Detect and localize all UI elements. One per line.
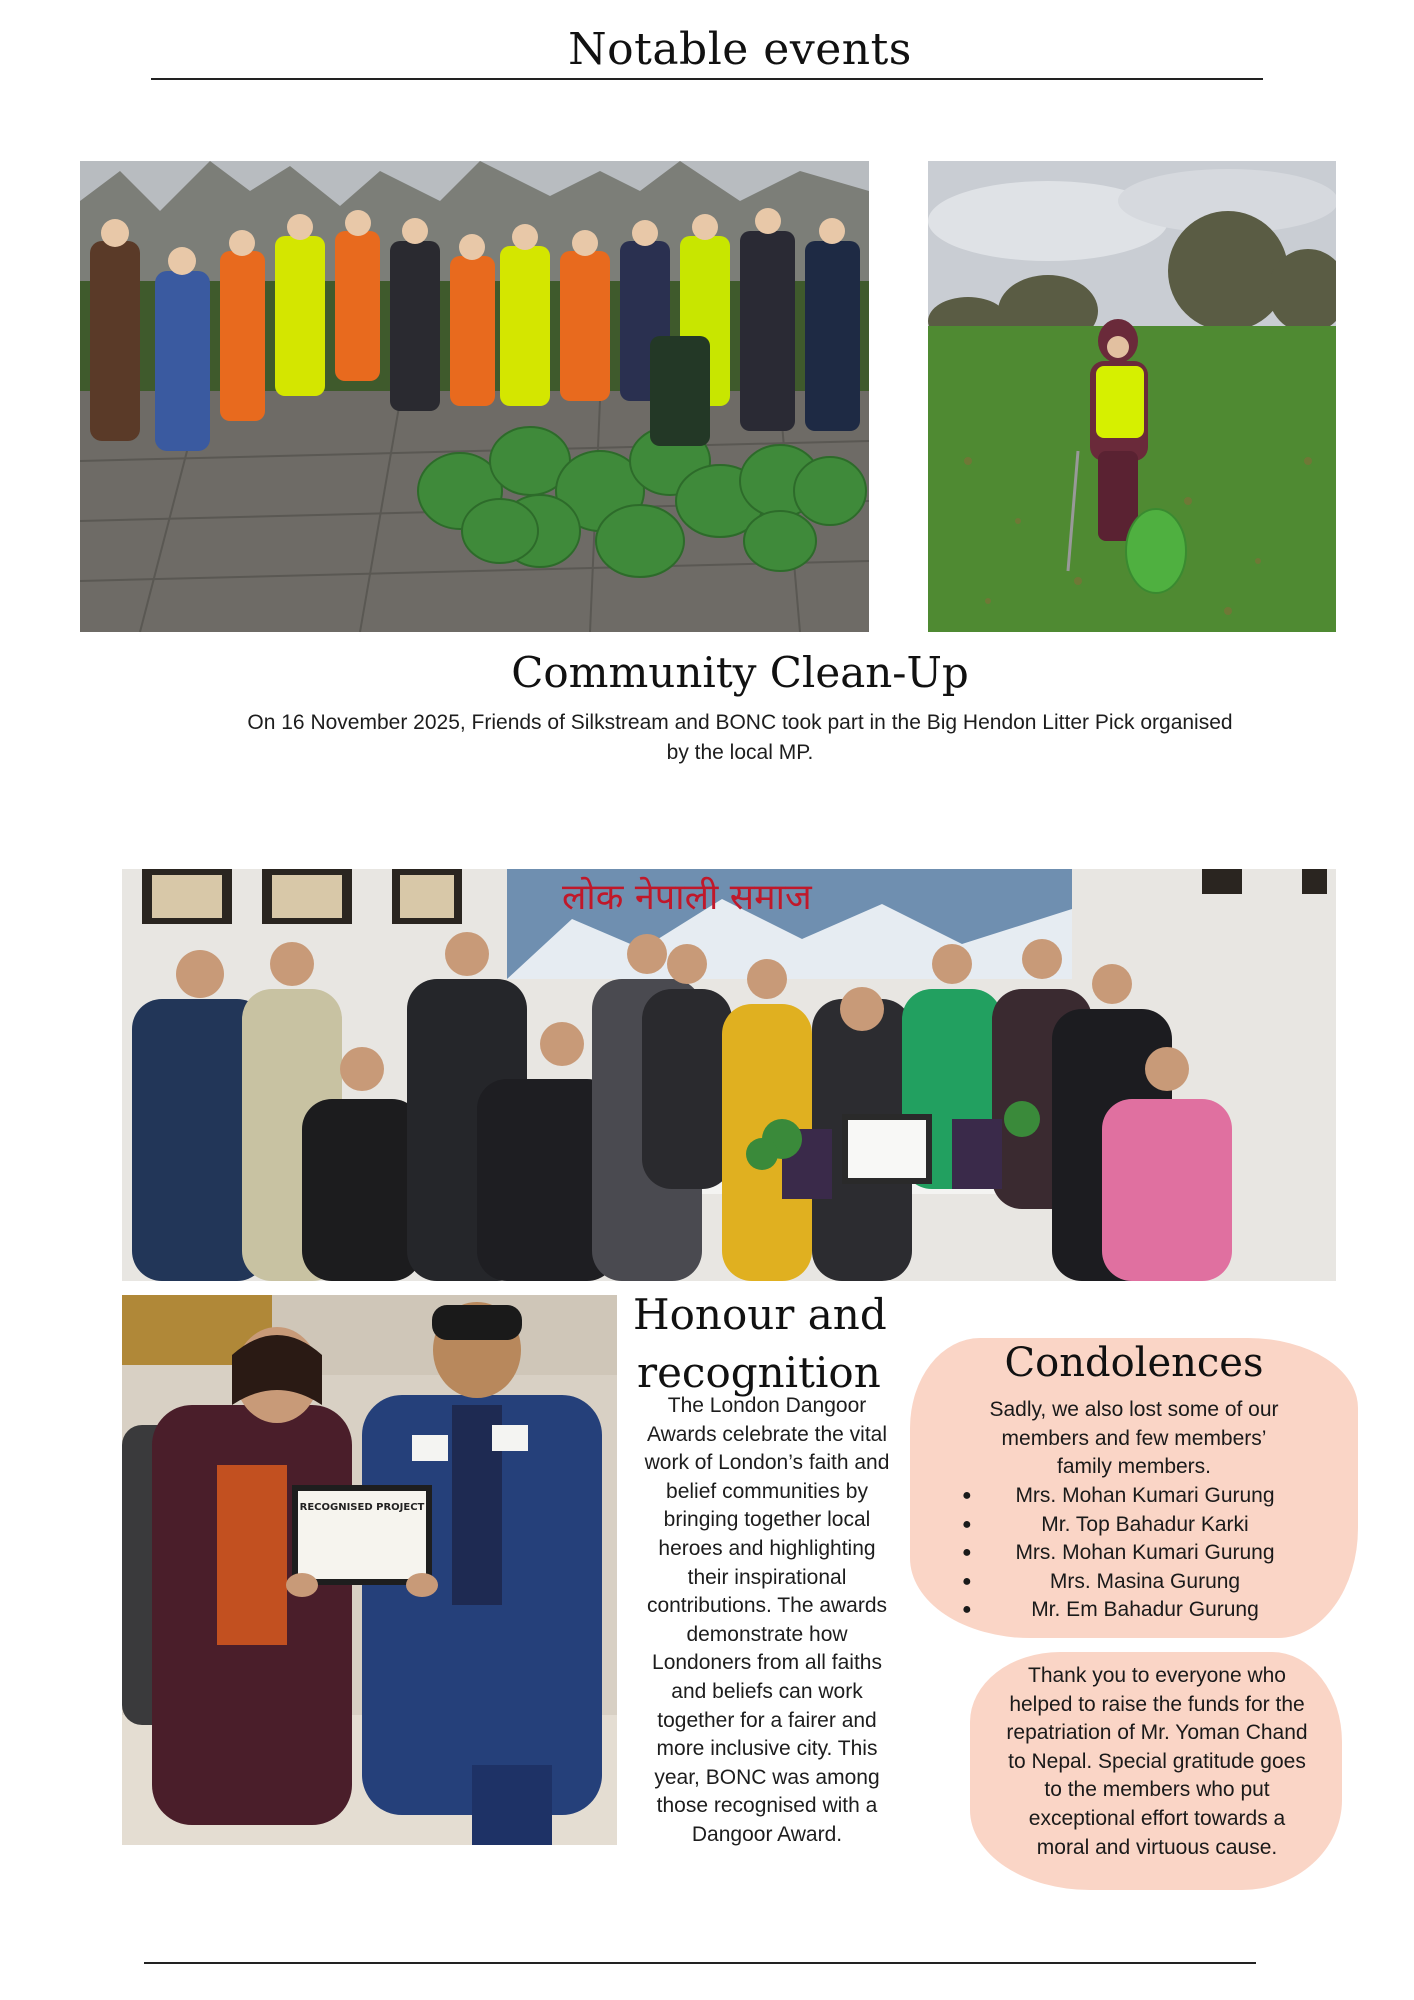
honour-body-line: more inclusive city. This bbox=[656, 1737, 878, 1761]
cleanup-caption-line-1: On 16 November 2025, Friends of Silkstream and BONC took part in the Big Hendon Litter Pick organised bbox=[247, 711, 1233, 734]
honour-heading-line-2: recognition bbox=[637, 1348, 881, 1397]
bullet-icon: ● bbox=[962, 1487, 972, 1504]
cleanup-caption-line-2: by the local MP. bbox=[666, 741, 814, 764]
condolences-intro bbox=[910, 1396, 1358, 1482]
honour-body-line: Awards celebrate the vital bbox=[646, 1422, 888, 1446]
cleanup-title: Community Clean-Up bbox=[511, 648, 969, 697]
condolence-name: Mr. Em Bahadur Gurung bbox=[1031, 1598, 1259, 1622]
list-item bbox=[910, 1511, 1380, 1540]
honour-body-line: and beliefs can work bbox=[671, 1679, 863, 1703]
honour-body-line: Londoners from all faiths bbox=[652, 1651, 882, 1675]
honour-body-line: Dangoor Award. bbox=[691, 1822, 843, 1846]
condolence-name: Mrs. Mohan Kumari Gurung bbox=[1015, 1484, 1275, 1507]
honour-body-line: their inspirational bbox=[687, 1565, 847, 1589]
honour-body-line: year, BONC was among bbox=[654, 1765, 880, 1789]
condolences-intro-line: family members. bbox=[1056, 1455, 1212, 1479]
condolences-name-list bbox=[910, 1482, 1380, 1625]
honour-heading-line-1: Honour and bbox=[633, 1290, 887, 1339]
bullet-icon: ● bbox=[962, 1515, 972, 1533]
honour-body-line: contributions. The awards bbox=[646, 1594, 888, 1618]
thanks-line: to the members who put bbox=[1044, 1778, 1270, 1802]
award-couple-photo bbox=[122, 1295, 617, 1845]
condolence-name: Mrs. Mohan Kumari Gurung bbox=[1015, 1541, 1275, 1565]
list-item bbox=[910, 1568, 1380, 1597]
honour-body-line: heroes and highlighting bbox=[658, 1536, 876, 1560]
thanks-line: exceptional effort towards a bbox=[1028, 1806, 1286, 1830]
list-item bbox=[910, 1596, 1380, 1625]
bullet-icon: ● bbox=[962, 1572, 972, 1590]
bullet-icon: ● bbox=[962, 1544, 972, 1562]
footer-divider bbox=[144, 1962, 1256, 1964]
bullet-icon: ● bbox=[962, 1601, 972, 1619]
thanks-line: Thank you to everyone who bbox=[1028, 1664, 1286, 1687]
honour-body-line: demonstrate how bbox=[686, 1622, 848, 1646]
thanks-line: repatriation of Mr. Yoman Chand bbox=[1006, 1721, 1308, 1745]
award-group-photo bbox=[122, 869, 1336, 1281]
header-divider bbox=[151, 78, 1263, 80]
cleanup-volunteer-photo bbox=[928, 161, 1336, 632]
honour-body-line: The London Dangoor bbox=[667, 1394, 867, 1417]
honour-body-line: together for a fairer and bbox=[657, 1708, 877, 1732]
condolences-intro-line: members and few members’ bbox=[1001, 1426, 1267, 1450]
certificate-label: RECOGNISED PROJECT bbox=[299, 1502, 425, 1513]
cleanup-group-photo bbox=[80, 161, 869, 632]
condolence-name: Mrs. Masina Gurung bbox=[1049, 1569, 1241, 1593]
thanks-text bbox=[960, 1662, 1354, 1862]
condolences-title: Condolences bbox=[1004, 1340, 1264, 1386]
honour-body-line: work of London’s faith and bbox=[644, 1451, 890, 1475]
honour-body-line: belief communities by bbox=[666, 1479, 868, 1503]
thanks-line: helped to raise the funds for the bbox=[1009, 1692, 1305, 1716]
condolence-name: Mr. Top Bahadur Karki bbox=[1041, 1512, 1249, 1536]
honour-body bbox=[616, 1392, 918, 1850]
page-title: Notable events bbox=[568, 24, 912, 75]
list-item bbox=[910, 1482, 1380, 1511]
thanks-line: moral and virtuous cause. bbox=[1036, 1835, 1278, 1859]
condolences-intro-line: Sadly, we also lost some of our bbox=[989, 1398, 1279, 1421]
honour-body-line: those recognised with a bbox=[656, 1794, 878, 1818]
thanks-line: to Nepal. Special gratitude goes bbox=[1008, 1749, 1306, 1773]
list-item bbox=[910, 1539, 1380, 1568]
honour-body-line: bringing together local bbox=[663, 1508, 871, 1532]
banner-text: लोक नेपाली समाज bbox=[562, 877, 812, 918]
